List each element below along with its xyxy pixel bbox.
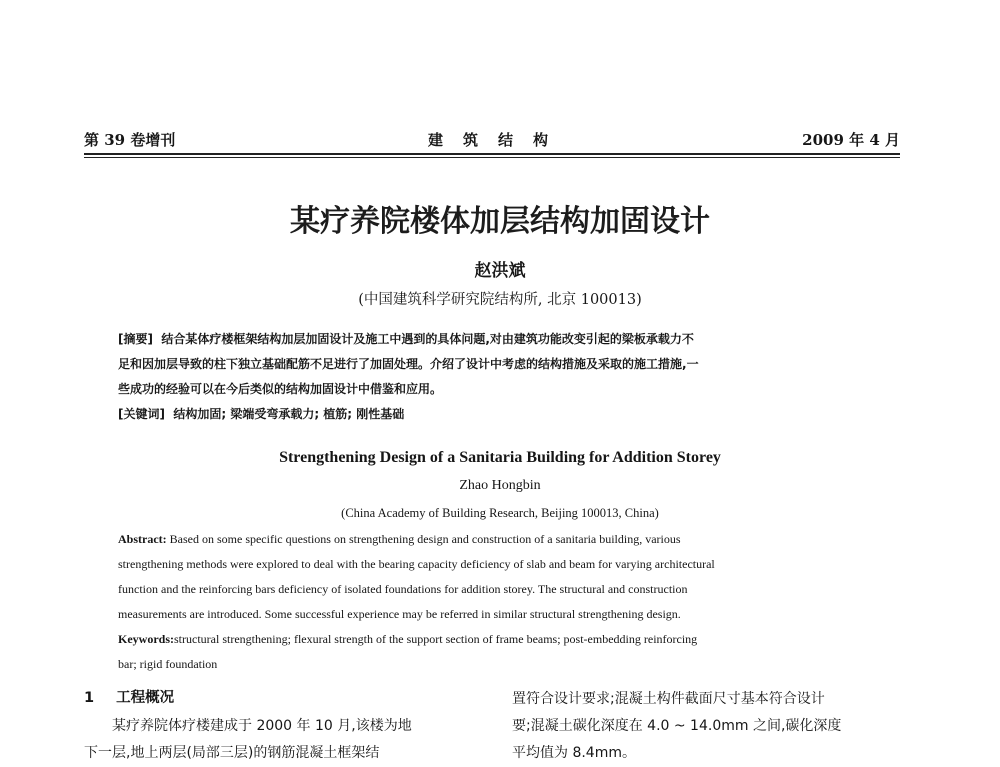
paper-title-cn: 某疗养院楼体加层结构加固设计	[290, 204, 710, 239]
author-en: Zhao Hongbin	[459, 478, 541, 493]
header-volume: 第 39 卷增刊	[84, 131, 176, 149]
header-rule-bottom	[84, 157, 900, 158]
body-line: 要;混凝土碳化深度在 4.0 ~ 14.0mm 之间,碳化深度	[512, 718, 842, 734]
body-line: 平均值为 8.4mm。	[512, 745, 636, 761]
header-date: 2009 年 4 月	[802, 131, 900, 149]
abstract-en-line: strengthening methods were explored to deal with the bearing capacity deficiency of slab and beam for varying architectural	[118, 557, 715, 571]
section-body-right	[512, 686, 904, 767]
abstract-en-line: function and the reinforcing bars deficiency of isolated foundations for addition storey. The structural and construction	[118, 582, 688, 596]
body-line: 置符合设计要求;混凝土构件截面尺寸基本符合设计	[512, 691, 825, 707]
body-line: 下一层,地上两层(局部三层)的钢筋混凝土框架结	[84, 745, 380, 761]
keywords-en-line: structural strengthening; flexural strength of the support section of frame beams; post-embedding reinforcing	[174, 632, 698, 646]
abstract-cn	[118, 327, 888, 427]
header-journal-name: 建筑结构	[428, 131, 569, 149]
author-cn: 赵洪斌	[474, 261, 526, 281]
abstract-cn-line: 足和因加层导致的柱下独立基础配筋不足进行了加固处理。介绍了设计中考虑的结构措施及采取的施工措施,一	[118, 357, 699, 371]
affiliation-cn: (中国建筑科学研究院结构所, 北京 100013)	[358, 292, 642, 308]
keywords-cn-label: [关键词]	[118, 407, 165, 421]
body-line: 某疗养院体疗楼建成于 2000 年 10 月,该楼为地	[112, 718, 412, 734]
abstract-en-line: measurements are introduced. Some successful experience may be referred in similar structural strengthening design.	[118, 607, 681, 621]
abstract-cn-label: [摘要]	[118, 332, 153, 346]
affiliation-en: (China Academy of Building Research, Beijing 100013, China)	[341, 506, 659, 520]
abstract-en-label: Abstract:	[118, 532, 167, 546]
header-rule-top	[84, 153, 900, 155]
abstract-cn-line: 结合某体疗楼框架结构加层加固设计及施工中遇到的具体问题,对由建筑功能改变引起的梁板承载力不	[161, 332, 694, 346]
abstract-cn-line: 些成功的经验可以在今后类似的结构加固设计中借鉴和应用。	[118, 382, 443, 396]
section-heading	[84, 686, 174, 707]
section-number: 1	[84, 690, 95, 706]
section-title: 工程概况	[116, 690, 175, 706]
keywords-cn-text: 结构加固; 梁端受弯承载力; 植筋; 刚性基础	[173, 407, 405, 421]
abstract-en-line: Based on some specific questions on strengthening design and construction of a sanitaria building, various	[169, 532, 681, 546]
keywords-en-line: bar; rigid foundation	[118, 657, 218, 671]
abstract-en	[118, 527, 888, 677]
paper-title-en: Strengthening Design of a Sanitaria Building for Addition Storey	[279, 449, 721, 466]
keywords-en-label: Keywords:	[118, 632, 174, 646]
